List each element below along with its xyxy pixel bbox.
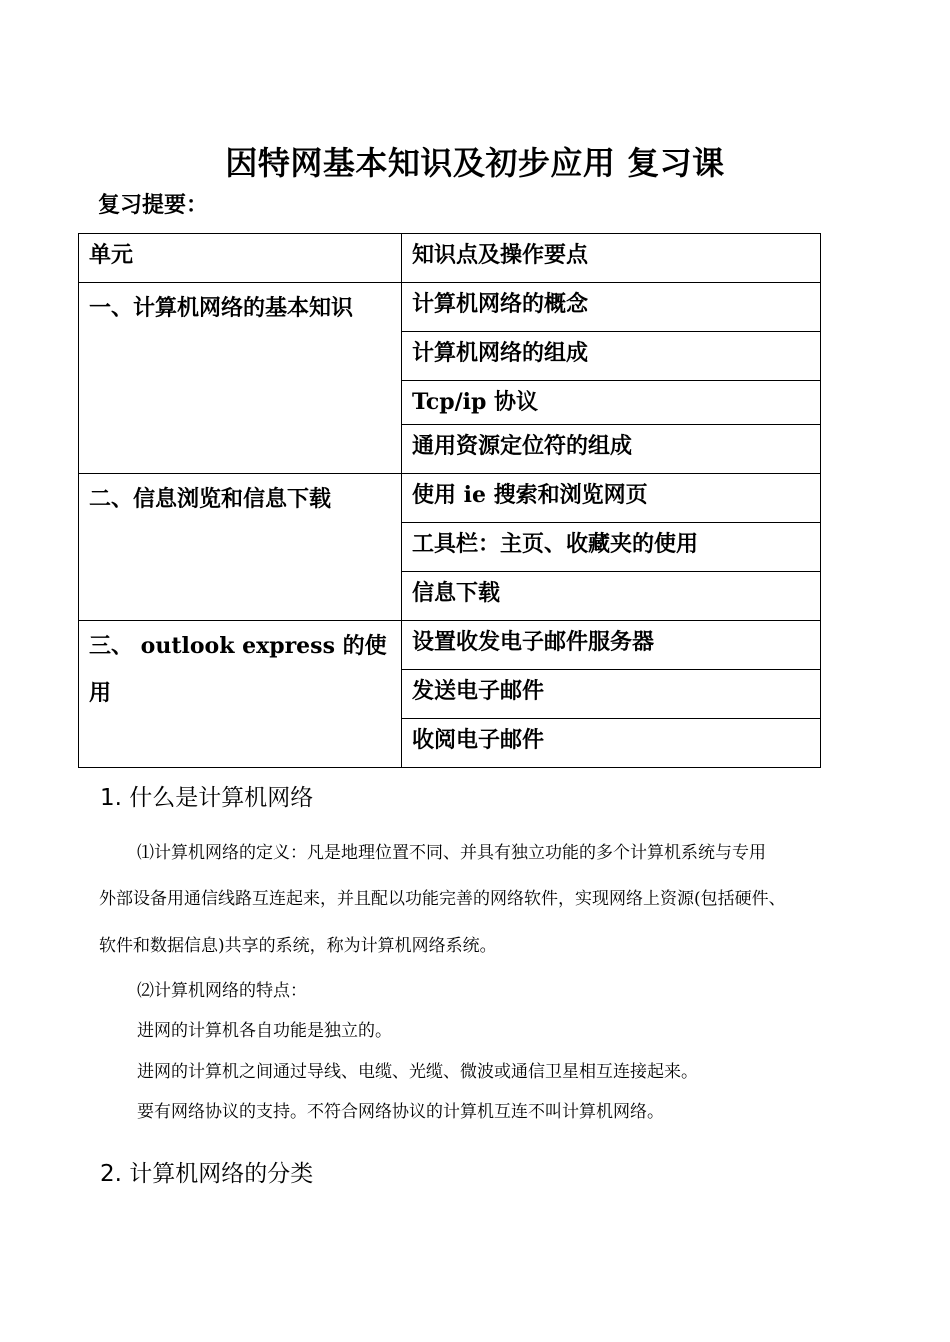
table-row [79, 621, 821, 670]
feature-item: 进网的计算机之间通过导线、电缆、光缆、微波或通信卫星相互连接起来。 [137, 1062, 698, 1082]
section-heading-2: 2. 计算机网络的分类 [100, 1161, 314, 1187]
point-cell: Tcp/ip 协议 [402, 381, 821, 425]
header-points: 知识点及操作要点 [402, 234, 821, 283]
definition-line-3: 软件和数据信息)共享的系统，称为计算机网络系统。 [99, 936, 497, 956]
point-cell: 通用资源定位符的组成 [402, 425, 821, 474]
point-cell: 使用 ie 搜索和浏览网页 [402, 474, 821, 523]
point-cell: 设置收发电子邮件服务器 [402, 621, 821, 670]
document-title: 因特网基本知识及初步应用 复习课 [225, 144, 725, 182]
features-title: ⑵计算机网络的特点： [137, 981, 307, 1001]
point-cell: 计算机网络的组成 [402, 332, 821, 381]
unit-cell: 三、 outlook express 的使用 [79, 621, 402, 768]
point-cell: 计算机网络的概念 [402, 283, 821, 332]
feature-item: 要有网络协议的支持。不符合网络协议的计算机互连不叫计算机网络。 [137, 1102, 664, 1122]
table-row [79, 283, 821, 332]
header-unit: 单元 [79, 234, 402, 283]
unit-cell: 二、信息浏览和信息下载 [79, 474, 402, 621]
point-cell: 收阅电子邮件 [402, 719, 821, 768]
point-cell: 发送电子邮件 [402, 670, 821, 719]
point-cell: 工具栏：主页、收藏夹的使用 [402, 523, 821, 572]
review-outline-label: 复习提要： [98, 192, 209, 218]
definition-line-1: ⑴计算机网络的定义：凡是地理位置不同、并具有独立功能的多个计算机系统与专用 [137, 843, 766, 863]
definition-line-2: 外部设备用通信线路互连起来，并且配以功能完善的网络软件，实现网络上资源(包括硬件、 [99, 889, 786, 909]
unit-cell: 一、计算机网络的基本知识 [79, 283, 402, 474]
review-outline-table [78, 233, 821, 768]
section-heading-1: 1. 什么是计算机网络 [100, 785, 314, 811]
feature-item: 进网的计算机各自功能是独立的。 [137, 1021, 392, 1041]
table-header-row [79, 234, 821, 283]
table-row [79, 474, 821, 523]
point-cell: 信息下载 [402, 572, 821, 621]
